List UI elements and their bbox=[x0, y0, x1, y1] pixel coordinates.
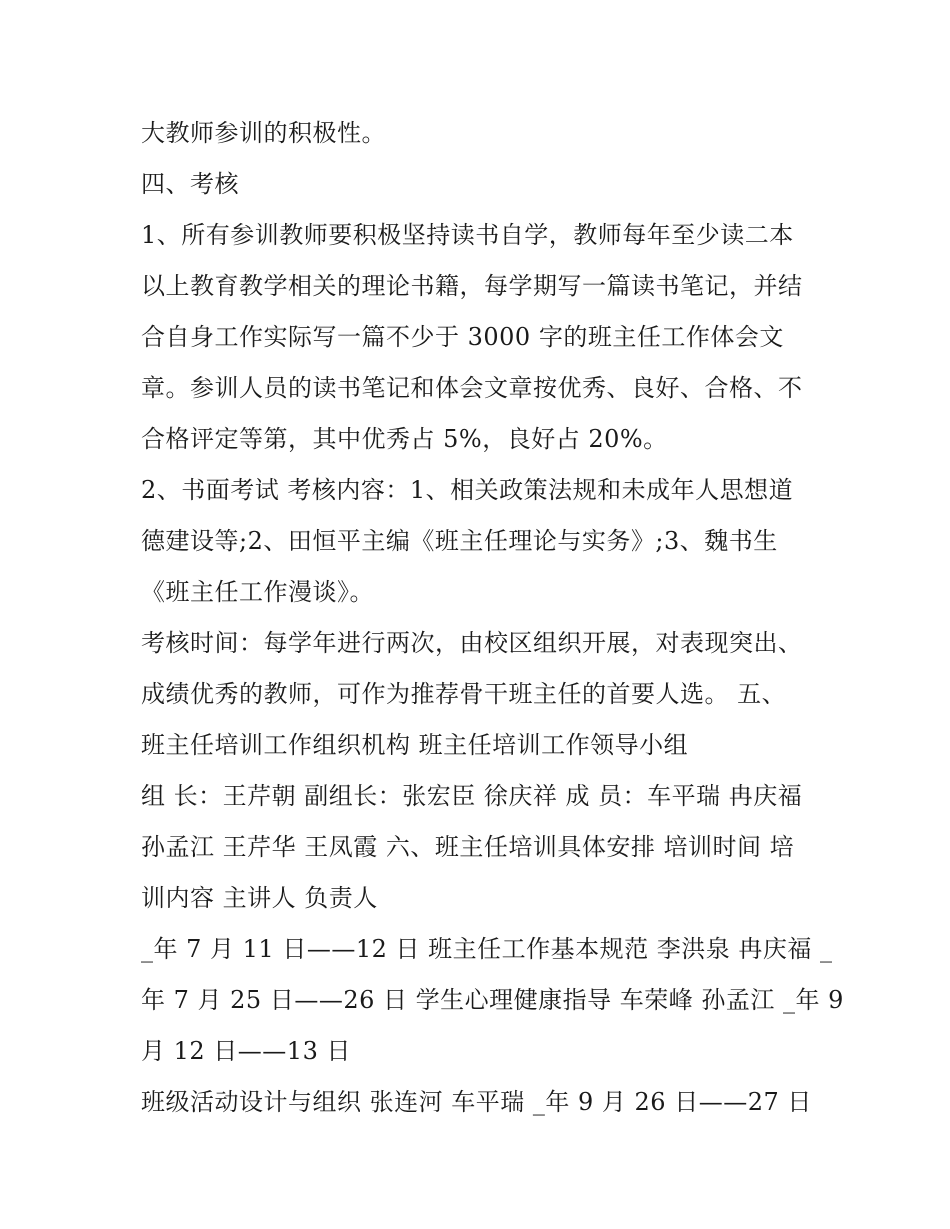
text-line: _年 7 月 11 日——12 日 班主任工作基本规范 李洪泉 冉庆福 _ bbox=[141, 935, 833, 963]
text-line: 考核时间：每学年进行两次，由校区组织开展，对表现突出、 bbox=[141, 629, 803, 657]
text-line: 班级活动设计与组织 张连河 车平瑞 _年 9 月 26 日——27 日 bbox=[141, 1088, 812, 1116]
text-line: 训内容 主讲人 负责人 bbox=[141, 884, 378, 912]
text-line: 孙孟江 王芹华 王凤霞 六、班主任培训具体安排 培训时间 培 bbox=[141, 833, 795, 861]
text-line: 《班主任工作漫谈》。 bbox=[141, 578, 374, 606]
text-line: 1、所有参训教师要积极坚持读书自学，教师每年至少读二本 bbox=[141, 221, 794, 249]
document-body bbox=[141, 108, 844, 1128]
text-line: 月 12 日——13 日 bbox=[141, 1037, 351, 1065]
text-line: 组 长：王芹朝 副组长：张宏臣 徐庆祥 成 员：车平瑞 冉庆福 bbox=[141, 782, 803, 810]
text-line: 年 7 月 25 日——26 日 学生心理健康指导 车荣峰 孙孟江 _年 9 bbox=[141, 986, 844, 1014]
section-heading: 四、考核 bbox=[141, 170, 239, 198]
text-line: 2、书面考试 考核内容：1、相关政策法规和未成年人思想道 bbox=[141, 476, 794, 504]
text-line: 合自身工作实际写一篇不少于 3000 字的班主任工作体会文 bbox=[141, 323, 784, 351]
text-line: 成绩优秀的教师，可作为推荐骨干班主任的首要人选。 五、 bbox=[141, 680, 787, 708]
text-line: 班主任培训工作组织机构 班主任培训工作领导小组 bbox=[141, 731, 689, 759]
text-line: 大教师参训的积极性。 bbox=[141, 119, 386, 147]
text-line: 以上教育教学相关的理论书籍，每学期写一篇读书笔记，并结 bbox=[141, 272, 803, 300]
text-line: 德建设等;2、田恒平主编《班主任理论与实务》;3、魏书生 bbox=[141, 527, 778, 555]
text-line: 章。参训人员的读书笔记和体会文章按优秀、良好、合格、不 bbox=[141, 374, 803, 402]
text-line: 合格评定等第，其中优秀占 5%，良好占 20%。 bbox=[141, 425, 668, 453]
